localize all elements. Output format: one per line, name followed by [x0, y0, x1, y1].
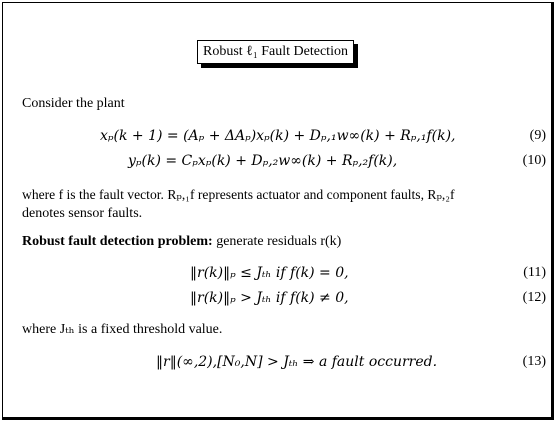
- equation-12: ‖r(k)‖ₚ > Jₜₕ if f(k) ≠ 0,: [190, 290, 349, 306]
- slide-title: Robust ℓ₁ Fault Detection: [197, 40, 354, 64]
- equation-9: xₚ(k + 1) = (Aₚ + ΔAₚ)xₚ(k) + Dₚ,₁w∞(k) + Rₚ,₁f(k),: [100, 128, 456, 144]
- problem-label: Robust fault detection problem:: [22, 234, 213, 249]
- fault-text-line2: denotes sensor faults.: [22, 206, 143, 221]
- equation-10-number: (10): [522, 153, 546, 168]
- equation-11: ‖r(k)‖ₚ ≤ Jₜₕ if f(k) = 0,: [190, 265, 349, 281]
- equation-11-number: (11): [523, 265, 546, 280]
- equation-9-number: (9): [529, 128, 546, 143]
- problem-statement: [22, 233, 341, 251]
- intro-text: Consider the plant: [22, 96, 125, 111]
- fault-text-line1: where f is the fault vector. Rₚ,₁f represents actuator and component faults, Rₚ,₂f: [22, 187, 455, 202]
- equation-13: ‖r‖(∞,2),[N₀,N] > Jₜₕ ⇒ a fault occurred.: [156, 354, 438, 370]
- title-box: [197, 40, 354, 64]
- problem-text: generate residuals r(k): [216, 234, 342, 249]
- threshold-text: where Jₜₕ is a fixed threshold value.: [22, 322, 223, 337]
- equation-13-number: (13): [522, 354, 546, 369]
- equation-10: yₚ(k) = Cₚxₚ(k) + Dₚ,₂w∞(k) + Rₚ,₂f(k),: [128, 153, 398, 169]
- equation-12-number: (12): [522, 290, 546, 305]
